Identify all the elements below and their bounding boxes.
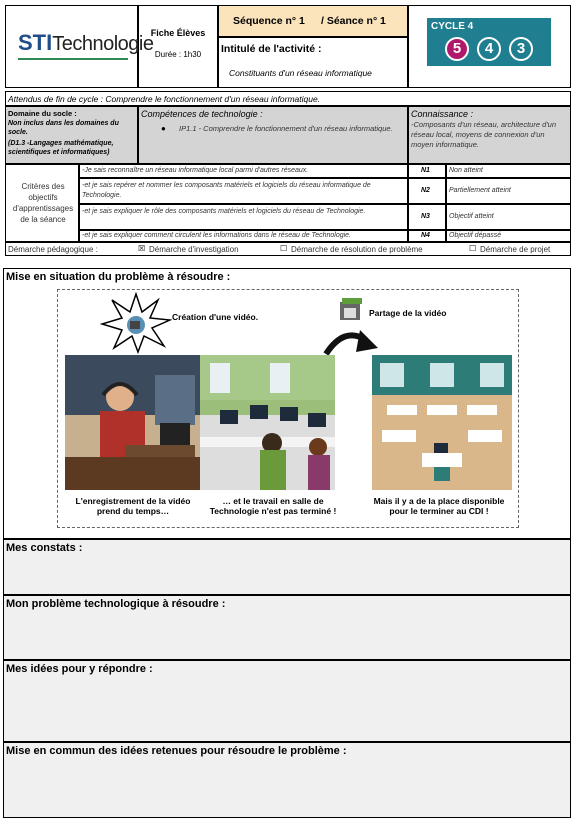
caption-line: Mais il y a de la place disponible <box>373 496 505 506</box>
scene-cdi-image <box>372 355 512 490</box>
logo-swoosh <box>18 58 128 60</box>
demarche-label: Démarche pédagogique : <box>8 245 98 254</box>
logo-text: Technologie <box>52 33 154 55</box>
scene-recording-image <box>65 355 200 490</box>
film-icon <box>338 296 364 322</box>
domaine-line2: (D1.3 -Langages mathématique, scientifiques et informatiques) <box>8 140 114 156</box>
level-text: Objectif dépassé <box>449 232 502 239</box>
critere-row-2 <box>79 178 408 204</box>
intitule-cell <box>218 37 408 88</box>
logo <box>18 30 153 56</box>
caption-cdi <box>358 496 520 516</box>
criteres-label-cell <box>5 164 79 242</box>
competences-title: Compétences de technologie : <box>141 109 263 119</box>
level-text-cell <box>446 178 571 204</box>
illustration-frame <box>57 289 519 528</box>
scene-classroom-image <box>200 355 335 490</box>
sequence: Séquence n° 1 <box>233 15 305 27</box>
level-text-cell <box>446 164 571 178</box>
sequence-cell <box>218 5 408 37</box>
demarche-option-projet: Démarche de projet <box>480 245 551 254</box>
cycle-number-5: 5 <box>445 37 469 61</box>
level-code: N1 <box>421 167 430 174</box>
attendus-row <box>5 91 571 106</box>
cycle-cell <box>408 5 571 88</box>
critere-row-1 <box>79 164 408 178</box>
caption-line: prend du temps… <box>96 506 170 516</box>
domaine-title: Domaine du socle : <box>8 109 77 118</box>
caption-line: … et le travail en salle de <box>222 496 324 506</box>
level-code: N3 <box>421 213 430 220</box>
caption-line: L'enregistrement de la vidéo <box>75 496 191 506</box>
level-text: Partiellement atteint <box>449 187 511 194</box>
section-mise-en-situation <box>3 268 571 539</box>
caption-line: pour le terminer au CDI ! <box>389 506 489 516</box>
creation-label: Création d'une vidéo. <box>172 312 259 322</box>
level-cell <box>408 230 446 242</box>
duree: Durée : 1h30 <box>154 50 202 59</box>
section-title: Mise en situation du problème à résoudre : <box>6 271 231 283</box>
section-title: Mes constats : <box>6 542 83 554</box>
critere-text: -et je sais expliquer comment circulent les informations dans le réseau de Technologie. <box>82 232 351 239</box>
connaissance-text: -Composants d'un réseau, architecture d'un réseau local, moyens de connexion d'un moyen informatique. <box>411 120 557 149</box>
cycle-number-3: 3 <box>509 37 533 61</box>
level-text-cell <box>446 230 571 242</box>
fiche-title: Fiche Élèves <box>150 28 206 38</box>
bullet-icon: ● <box>161 124 166 133</box>
cycle-number-4: 4 <box>477 37 501 61</box>
caption-line: Technologie n'est pas terminé ! <box>209 506 337 516</box>
level-text-cell <box>446 204 571 230</box>
critere-text: -et je sais expliquer le rôle des composants matériels et logiciels du réseau de Technologie. <box>82 208 366 215</box>
connaissance-title: Connaissance : <box>411 109 474 119</box>
caption-classroom <box>198 496 348 516</box>
intitule-value: Constituants d'un réseau informatique <box>229 68 372 78</box>
level-cell <box>408 178 446 204</box>
cycle-label: CYCLE 4 <box>431 21 474 32</box>
starburst-icon <box>100 292 172 354</box>
criteres-label: Critères des objectifs d'apprentissages de la séance <box>12 182 74 224</box>
section-idees[interactable] <box>3 660 571 742</box>
section-mise-en-commun[interactable] <box>3 742 571 818</box>
demarche-option-investigation: Démarche d'investigation <box>149 245 239 254</box>
logo-prefix: STI <box>18 30 53 55</box>
intitule-label: Intitulé de l'activité : <box>221 43 322 55</box>
attendus-text: Attendus de fin de cycle : Comprendre le fonctionnement d'un réseau informatique. <box>8 94 321 104</box>
critere-row-3 <box>79 204 408 230</box>
section-title: Mon problème technologique à résoudre : <box>6 598 226 610</box>
competences-item: IP1.1 - Comprendre le fonctionnement d'un réseau informatique. <box>179 124 393 133</box>
logo-cell <box>5 5 154 88</box>
checkbox-projet[interactable]: ☐ <box>469 244 477 253</box>
fiche-cell <box>138 5 218 88</box>
critere-row-4 <box>79 230 408 242</box>
caption-recording <box>58 496 208 516</box>
competences-cell <box>138 106 408 164</box>
demarche-row <box>5 242 571 256</box>
critere-text: -Je sais reconnaître un réseau informatique local parmi d'autres réseaux. <box>82 167 309 174</box>
connaissance-cell <box>408 106 571 164</box>
partage-label: Partage de la vidéo <box>369 308 447 318</box>
section-title: Mise en commun des idées retenues pour résoudre le problème : <box>6 745 347 757</box>
demarche-option-resolution: Démarche de résolution de problème <box>291 245 423 254</box>
level-code: N2 <box>421 187 430 194</box>
checkbox-resolution[interactable]: ☐ <box>280 244 288 253</box>
checkbox-investigation[interactable]: ☒ <box>138 244 146 253</box>
domaine-line1: Non inclus dans les domaines du socle. <box>8 120 119 136</box>
section-title: Mes idées pour y répondre : <box>6 663 153 675</box>
level-cell <box>408 164 446 178</box>
level-cell <box>408 204 446 230</box>
level-text: Objectif atteint <box>449 213 494 220</box>
level-code: N4 <box>421 232 430 239</box>
section-constats[interactable] <box>3 539 571 595</box>
seance: / Séance n° 1 <box>321 15 386 27</box>
cycle-badge <box>427 18 551 66</box>
critere-text: -et je sais repérer et nommer les composants matériels et logiciels du réseau informatique de Technologie. <box>82 182 371 199</box>
level-text: Non atteint <box>449 167 483 174</box>
domaine-cell <box>5 106 138 164</box>
section-probleme-technologique[interactable] <box>3 595 571 660</box>
